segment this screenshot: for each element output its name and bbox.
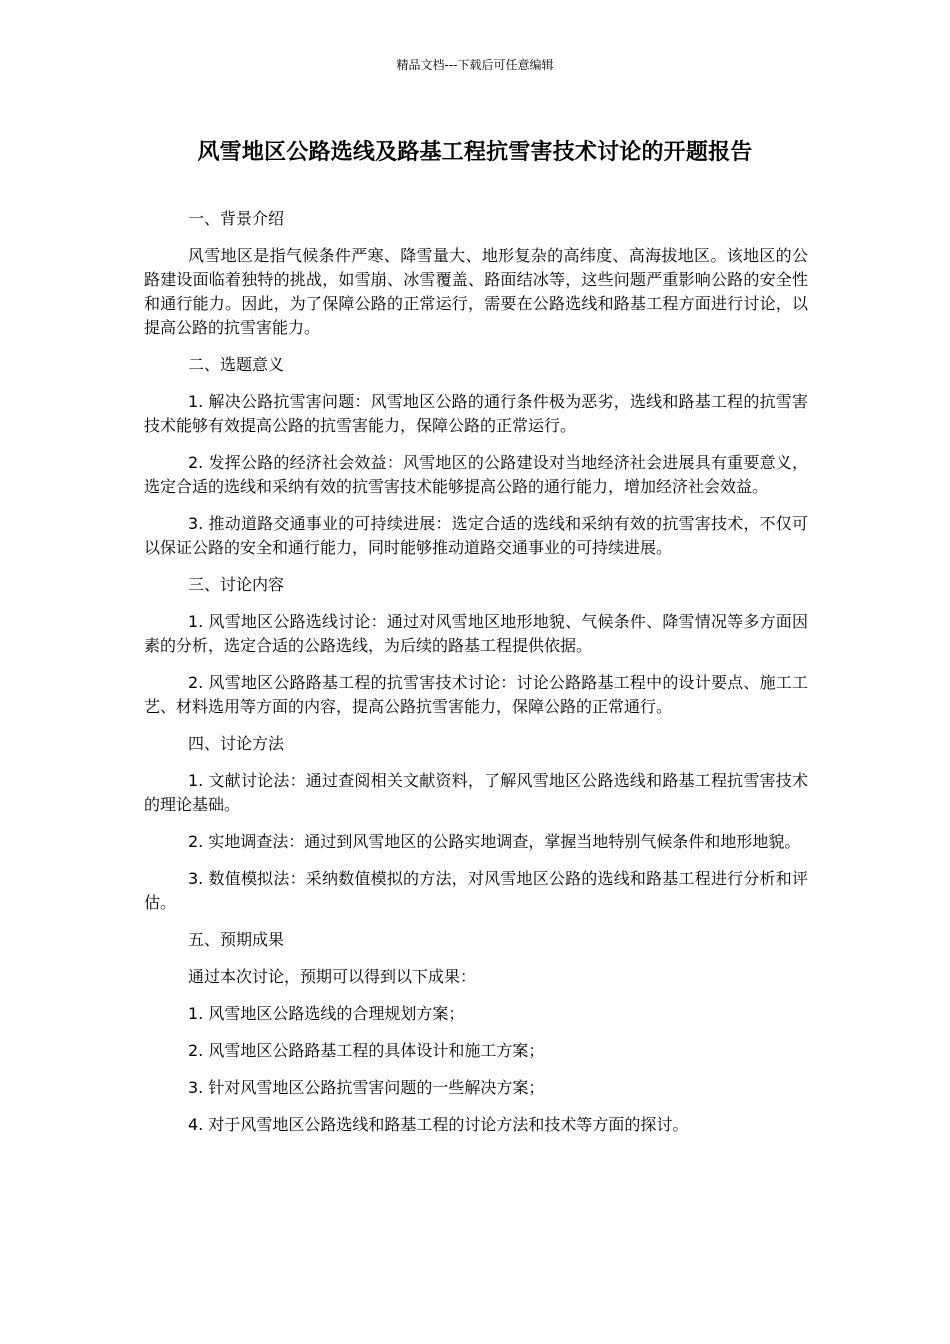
paragraph-methods-2: 2. 实地调查法：通过到风雪地区的公路实地调查，掌握当地特别气候条件和地形地貌。: [188, 832, 801, 851]
result-item-2: 2. 风雪地区公路路基工程的具体设计和施工方案；: [188, 1041, 545, 1060]
page-header: 精品文档---下载后可任意编辑: [396, 58, 554, 72]
section-heading-significance: 二、选题意义: [188, 355, 285, 374]
paragraph-content-2: 2. 风雪地区公路路基工程的抗雪害技术讨论：讨论公路路基工程中的设计要点、施工工艺、材料选用等方面的内容，提高公路抗雪害能力，保障公路的正常通行。: [144, 673, 808, 716]
result-item-3: 3. 针对风雪地区公路抗雪害问题的一些解决方案；: [188, 1078, 545, 1097]
paragraph-methods-3: 3. 数值模拟法：采纳数值模拟的方法，对风雪地区公路的选线和路基工程进行分析和评估。: [144, 869, 808, 912]
result-item-4: 4. 对于风雪地区公路选线和路基工程的讨论方法和技术等方面的探讨。: [188, 1115, 689, 1134]
paragraph-significance-3: 3. 推动道路交通事业的可持续进展：选定合适的选线和采纳有效的抗雪害技术，不仅可以保证公路的安全和通行能力，同时能够推动道路交通事业的可持续进展。: [144, 514, 808, 557]
result-item-1: 1. 风雪地区公路选线的合理规划方案；: [188, 1004, 465, 1023]
paragraph-results-intro: 通过本次讨论，预期可以得到以下成果：: [188, 967, 477, 986]
section-heading-results: 五、预期成果: [188, 930, 285, 949]
section-heading-content: 三、讨论内容: [188, 575, 285, 594]
paragraph-content-1: 1. 风雪地区公路选线讨论：通过对风雪地区地形地貌、气候条件、降雪情况等多方面因素的分析，选定合适的公路选线，为后续的路基工程提供依据。: [144, 612, 808, 655]
section-heading-methods: 四、讨论方法: [188, 734, 285, 753]
paragraph-methods-1: 1. 文献讨论法：通过查阅相关文献资料，了解风雪地区公路选线和路基工程抗雪害技术的理论基础。: [144, 771, 808, 814]
paragraph-significance-1: 1. 解决公路抗雪害问题：风雪地区公路的通行条件极为恶劣，选线和路基工程的抗雪害技术能够有效提高公路的抗雪害能力，保障公路的正常运行。: [144, 392, 808, 435]
paragraph-background: 风雪地区是指气候条件严寒、降雪量大、地形复杂的高纬度、高海拔地区。该地区的公路建设面临着独特的挑战，如雪崩、冰雪覆盖、路面结冰等，这些问题严重影响公路的安全性和通行能力。因此，为了保障公路的正常运行，需要在公路选线和路基工程方面进行讨论，以提高公路的抗雪害能力。: [144, 246, 808, 337]
document-body: [144, 207, 808, 1150]
paragraph-significance-2: 2. 发挥公路的经济社会效益：风雪地区的公路建设对当地经济社会进展具有重要意义，选定合适的选线和采纳有效的抗雪害技术能够提高公路的通行能力，增加经济社会效益。: [144, 453, 808, 496]
document-title: 风雪地区公路选线及路基工程抗雪害技术讨论的开题报告: [197, 140, 753, 165]
section-heading-background: 一、背景介绍: [188, 209, 285, 228]
